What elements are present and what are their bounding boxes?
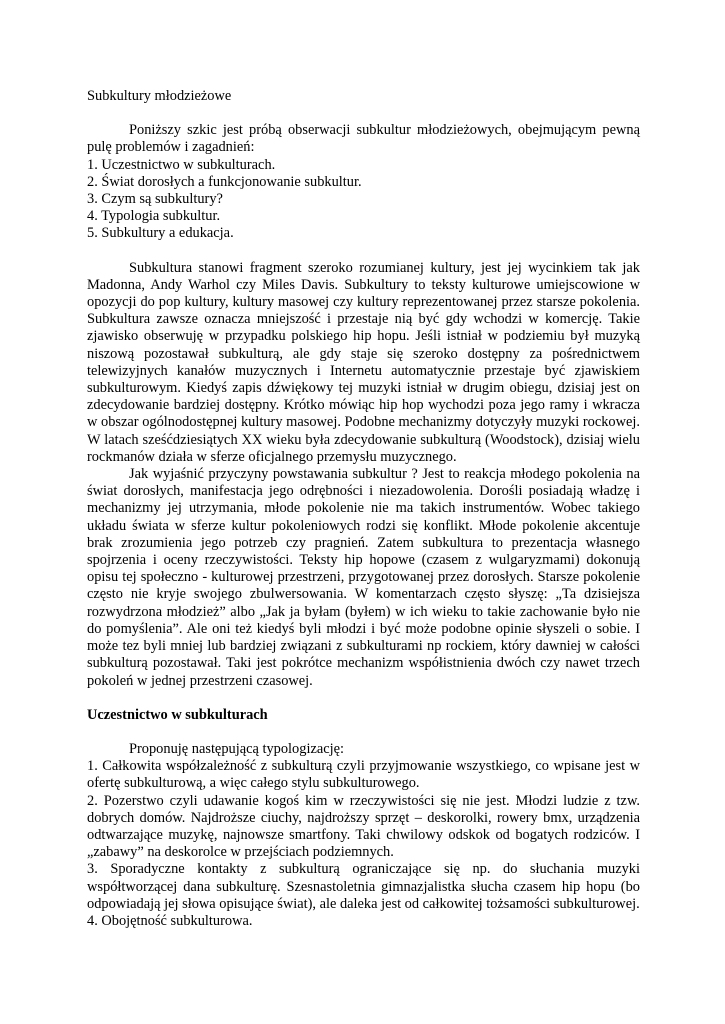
- document-title: Subkultury młodzieżowe: [87, 88, 232, 104]
- body-paragraph-1: Subkultura stanowi fragment szeroko rozumianej kultury, jest jej wycinkiem tak jak Madonna, Andy Warhol czy Miles Davis. Subkultury to teksty kulturowe umiejscowione w opozycji do pop kultury, kultury masowej czy kultury reprezentowanej przez starsze pokolenia. Subkultura zawsze oznacza mniejszość i przestaje nią być gdy wchodzi w komercję. Takie zjawisko obserwuję w przypadku polskiego hip hopu. Jeśli istniał w podziemiu był muzyką niszową pozostawał subkulturą, ale gdy staje się szeroko dostępny za pośrednictwem telewizyjnych kanałów muzycznych i Internetu automatycznie przestaje być zjawiskiem subkulturowym. Kiedyś zapis dźwiękowy tej muzyki istniał w drugim obiegu, dzisiaj jest on zdecydowanie bardziej dostępny. Krótko mówiąc hip hop wychodzi poza jego ramy i wkracza w obszar ogólnodostępnej kultury masowej. Podobne mechanizmy dotyczyły muzyki rockowej. W latach sześćdziesiątych XX wieku była zdecydowanie subkulturą (Woodstock), dzisiaj wielu rockmanów działa w sferze oficjalnego przemysłu muzycznego.: [87, 259, 640, 465]
- outline-item: 1. Uczestnictwo w subkulturach.: [87, 156, 276, 173]
- outline-item: 3. Czym są subkultury?: [87, 191, 223, 208]
- body-paragraph-2: Jak wyjaśnić przyczyny powstawania subkultur ? Jest to reakcja młodego pokolenia na świat dorosłych, manifestacja jego odrębności i niezadowolenia. Dorośli posiadają władzę i mechanizmy jej utrzymania, młode pokolenie nie ma takich instrumentów. Wobec takiego układu świata w sferze kultur pokoleniowych rodzi się konflikt. Młode pokolenie akcentuje brak zrozumienia jego potrzeb czy pragnień. Zatem subkultura to prezentacja własnego spojrzenia i oceny rzeczywistości. Teksty hip hopowe (czasem z wulgaryzmami) dokonują opisu tej społeczno - kulturowej przestrzeni, przygotowanej przez dorosłych. Starsze pokolenie często nie kryje swojego zbulwersowania. W komentarzach często słyszę: „Ta dzisiejsza rozwydrzona młodzież” albo „Jak ja byłam (byłem) w ich wieku to takie zachowanie było nie do pomyślenia”. Ale oni też kiedyś byli młodzi i być może podobne opinie słyszeli o sobie. I może tez byli mniej lub bardziej związani z subkulturami np rockiem, który dawniej w całości subkulturą pozostawał. Taki jest pokrótce mechanizm współistnienia dwóch czy nawet trzech pokoleń w jednej przestrzeni czasowej.: [87, 466, 640, 689]
- outline-item: 4. Typologia subkultur.: [87, 208, 221, 225]
- intro-paragraph: Poniższy szkic jest próbą obserwacji subkultur młodzieżowych, obejmującym pewną pulę problemów i zagadnień:: [87, 122, 640, 156]
- typology-item: 2. Pozerstwo czyli udawanie kogoś kim w rzeczywistości się nie jest. Młodzi ludzie z tzw. dobrych domów. Najdroższe ciuchy, najdroższy sprzęt – deskorolki, rowery bmx, urządzenia odtwarzające muzykę, najnowsze smartfony. Taki chwilowy odskok od bogatych rodziców. I „zabawy” na deskorolce w przejściach podziemnych.: [87, 792, 640, 861]
- typology-item: 3. Sporadyczne kontakty z subkulturą ograniczające się np. do słuchania muzyki współtworzącej dana subkulturę. Szesnastoletnia gimnazjalistka słucha czasem hip hopu (bo odpowiadają jej słowa opisujące świat), ale daleka jest od całkowitej tożsamości subkulturowej.: [87, 861, 640, 912]
- document-page: [87, 0, 640, 1024]
- section-intro: Proponuję następującą typologizację:: [129, 740, 344, 757]
- typology-list: [87, 758, 640, 930]
- outline-item: 2. Świat dorosłych a funkcjonowanie subkultur.: [87, 173, 362, 190]
- outline-item: 5. Subkultury a edukacja.: [87, 225, 234, 242]
- section-heading: Uczestnictwo w subkulturach: [87, 706, 268, 723]
- typology-item: 1. Całkowita współzależność z subkulturą czyli przyjmowanie wszystkiego, co wpisane jest w ofertę subkulturową, a więc całego stylu subkulturowego.: [87, 758, 640, 792]
- outline-list: [87, 157, 640, 243]
- typology-item: 4. Obojętność subkulturowa.: [87, 912, 253, 929]
